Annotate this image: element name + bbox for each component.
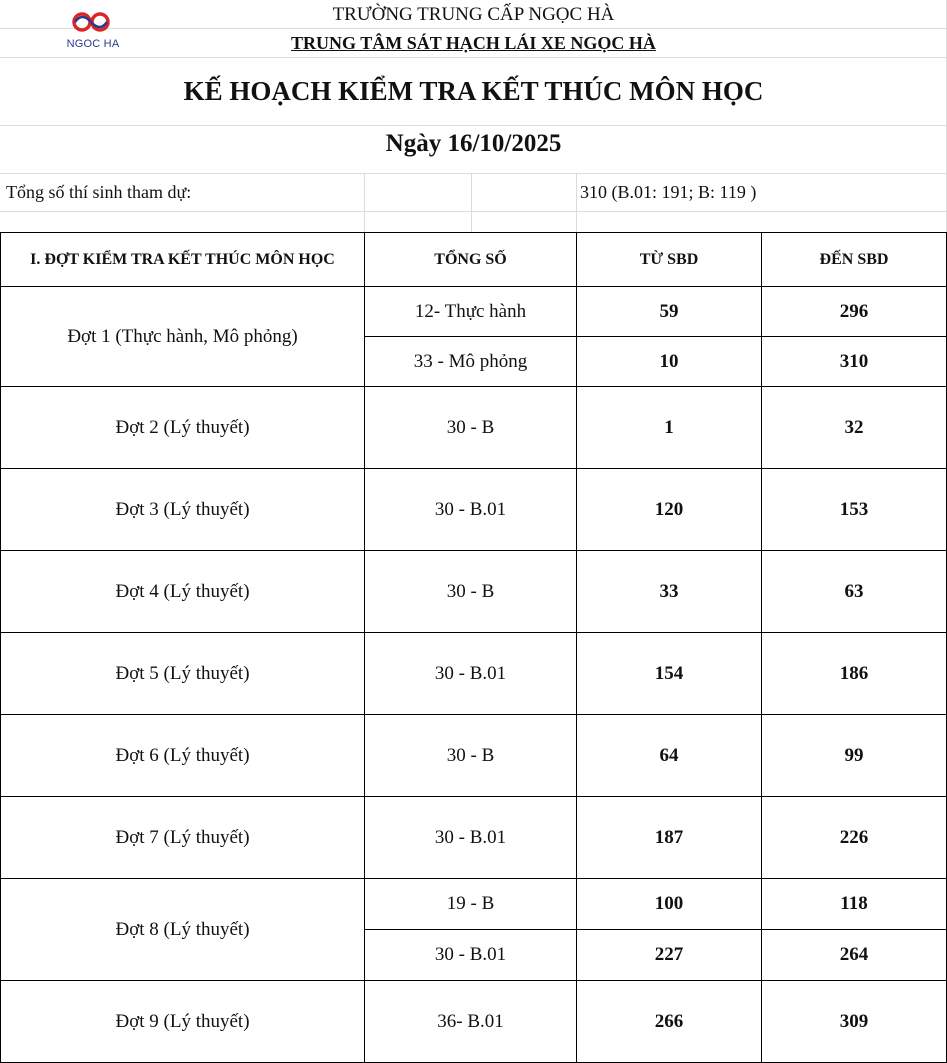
dot-cell: Đợt 6 (Lý thuyết) bbox=[1, 715, 365, 797]
gridline bbox=[0, 211, 947, 212]
logo-text: NGOC HA bbox=[66, 38, 120, 50]
document-title: KẾ HOẠCH KIỂM TRA KẾT THÚC MÔN HỌC bbox=[183, 76, 764, 106]
table-row bbox=[1, 287, 947, 337]
tong-so-cell: 30 - B bbox=[365, 715, 577, 797]
table-row bbox=[1, 715, 947, 797]
tong-so-cell: 33 - Mô phỏng bbox=[365, 337, 577, 387]
tong-so-cell: 30 - B.01 bbox=[365, 633, 577, 715]
tong-so-cell: 30 - B.01 bbox=[365, 469, 577, 551]
header-den-sbd: ĐẾN SBD bbox=[762, 233, 947, 287]
den-sbd-cell: 32 bbox=[762, 387, 947, 469]
den-sbd-cell: 264 bbox=[762, 930, 947, 981]
den-sbd-cell: 226 bbox=[762, 797, 947, 879]
total-candidates-value: 310 (B.01: 191; B: 119 ) bbox=[580, 182, 757, 202]
header-tong-so: TỔNG SỐ bbox=[365, 233, 577, 287]
gridline bbox=[471, 173, 472, 233]
gridline bbox=[0, 57, 947, 58]
den-sbd-cell: 99 bbox=[762, 715, 947, 797]
tu-sbd-cell: 187 bbox=[577, 797, 762, 879]
tu-sbd-cell: 266 bbox=[577, 981, 762, 1063]
tu-sbd-cell: 1 bbox=[577, 387, 762, 469]
gridline bbox=[576, 173, 577, 233]
dot-cell: Đợt 8 (Lý thuyết) bbox=[1, 879, 365, 981]
center-name-text: TRUNG TÂM SÁT HẠCH LÁI XE NGỌC HÀ bbox=[291, 33, 656, 53]
gridline bbox=[0, 173, 947, 174]
tu-sbd-cell: 33 bbox=[577, 551, 762, 633]
table-row bbox=[1, 879, 947, 930]
tong-so-cell: 30 - B.01 bbox=[365, 930, 577, 981]
total-candidates-label: Tổng số thí sinh tham dự: bbox=[6, 182, 192, 202]
dot-cell: Đợt 3 (Lý thuyết) bbox=[1, 469, 365, 551]
tong-so-cell: 30 - B bbox=[365, 387, 577, 469]
table-row bbox=[1, 387, 947, 469]
tu-sbd-cell: 120 bbox=[577, 469, 762, 551]
den-sbd-cell: 310 bbox=[762, 337, 947, 387]
exam-date: Ngày 16/10/2025 bbox=[385, 130, 562, 157]
den-sbd-cell: 153 bbox=[762, 469, 947, 551]
tong-so-cell: 30 - B.01 bbox=[365, 797, 577, 879]
tong-so-cell: 30 - B bbox=[365, 551, 577, 633]
gridline bbox=[0, 28, 947, 29]
center-name bbox=[0, 33, 947, 54]
table-row bbox=[1, 633, 947, 715]
tu-sbd-cell: 154 bbox=[577, 633, 762, 715]
table-row bbox=[1, 797, 947, 879]
den-sbd-cell: 309 bbox=[762, 981, 947, 1063]
dot-cell: Đợt 7 (Lý thuyết) bbox=[1, 797, 365, 879]
tu-sbd-cell: 10 bbox=[577, 337, 762, 387]
den-sbd-cell: 63 bbox=[762, 551, 947, 633]
tong-so-cell: 12- Thực hành bbox=[365, 287, 577, 337]
den-sbd-cell: 118 bbox=[762, 879, 947, 930]
tu-sbd-cell: 64 bbox=[577, 715, 762, 797]
gridline bbox=[364, 173, 365, 233]
table-row bbox=[1, 469, 947, 551]
table-row bbox=[1, 981, 947, 1063]
dot-cell: Đợt 4 (Lý thuyết) bbox=[1, 551, 365, 633]
header-tu-sbd: TỪ SBD bbox=[577, 233, 762, 287]
tu-sbd-cell: 59 bbox=[577, 287, 762, 337]
tong-so-cell: 19 - B bbox=[365, 879, 577, 930]
dot-cell: Đợt 9 (Lý thuyết) bbox=[1, 981, 365, 1063]
den-sbd-cell: 186 bbox=[762, 633, 947, 715]
tu-sbd-cell: 227 bbox=[577, 930, 762, 981]
table-row bbox=[1, 551, 947, 633]
school-name: TRƯỜNG TRUNG CẤP NGỌC HÀ bbox=[332, 4, 615, 25]
tong-so-cell: 36- B.01 bbox=[365, 981, 577, 1063]
gridline bbox=[0, 125, 947, 126]
header-dot: I. ĐỢT KIỂM TRA KẾT THÚC MÔN HỌC bbox=[1, 233, 365, 287]
dot-cell: Đợt 5 (Lý thuyết) bbox=[1, 633, 365, 715]
den-sbd-cell: 296 bbox=[762, 287, 947, 337]
tu-sbd-cell: 100 bbox=[577, 879, 762, 930]
dot-cell: Đợt 2 (Lý thuyết) bbox=[1, 387, 365, 469]
table-header-row bbox=[1, 233, 947, 287]
exam-schedule-table bbox=[0, 232, 947, 1063]
dot-cell: Đợt 1 (Thực hành, Mô phỏng) bbox=[1, 287, 365, 387]
